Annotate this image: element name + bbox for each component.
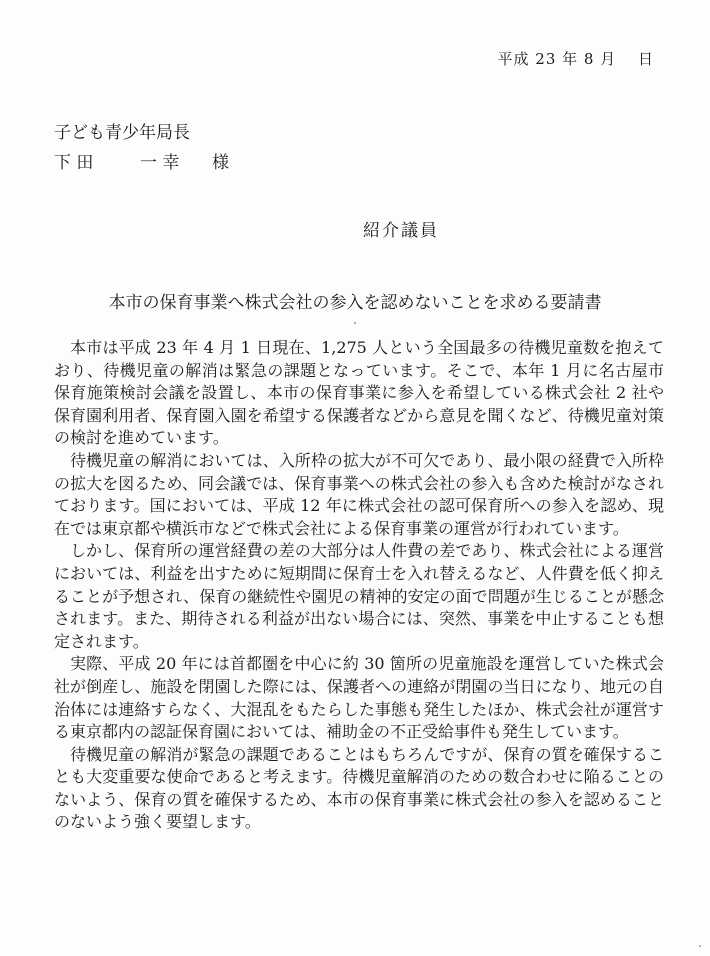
recipient-title: 子ども青少年局長 (54, 123, 190, 143)
body-paragraph: しかし、保育所の運営経費の差の大部分は人件費の差であり、株式会社による運営においては、利益を出すために短期間に保育士を入れ替えるなど、人件費を低く抑えることが予想され、保育の継続性や園児の精神的安定の面で問題が生じることが懸念されます。また、期待される利益が出ない場合には、突然、事業を中止することも想定されます。 (54, 541, 664, 651)
body-paragraph: 待機児童の解消においては、入所枠の拡大が不可欠であり、最小限の経費で入所枠の拡大を図るため、同会議では、保育事業への株式会社の参入も含めた検討がなされております。国においては、平成 12 年に株式会社の認可保育所への参入を認め、現在では東京都や横浜市などで株式会社による保育事業の運営が行われています。 (54, 450, 664, 538)
document-date: 平成 23 年 8 月 日 (497, 50, 654, 68)
document-title: 本市の保育事業へ株式会社の参入を認めないことを求める要請書 (108, 293, 602, 313)
scan-speck (354, 322, 356, 324)
recipient-block (54, 118, 229, 178)
recipient-family-name: 下 田 (54, 153, 94, 173)
recipient-name (54, 148, 229, 178)
document-body (54, 337, 664, 834)
body-paragraph: 待機児童の解消が緊急の課題であることはもちろんですが、保育の質を確保することも大変重要な使命であると考えます。待機児童解消のための数合わせに陥ることのないよう、保育の質を確保するため、本市の保育事業に株式会社の参入を認めることのないよう強く要望します。 (54, 744, 664, 832)
body-paragraph: 実際、平成 20 年には首都圏を中心に約 30 箇所の児童施設を運営していた株式会社が倒産し、施設を閉園した際には、保護者への連絡が閉園の当日になり、地元の自治体には連絡すらなく、大混乱をもたらした事態も発生したほか、株式会社が運営する東京都内の認証保育園においては、補助金の不正受給事件も発生しています。 (54, 654, 664, 742)
body-paragraph: 本市は平成 23 年 4 月 1 日現在、1,275 人という全国最多の待機児童数を抱えており、待機児童の解消は緊急の課題となっています。そこで、本年 1 月に名古屋市保育施策検討会議を設置し、本市の保育事業に参入を希望している株式会社 2 社や保育園利用者、保育園入園を希望する保護者などから意見を聞くなど、待機児童対策の検討を進めています。 (54, 338, 664, 448)
recipient-honorific: 様 (212, 153, 229, 173)
recipient-given-name: 一 幸 (140, 153, 180, 173)
scan-speck (699, 945, 701, 947)
introducer-label: 紹介議員 (363, 221, 439, 241)
